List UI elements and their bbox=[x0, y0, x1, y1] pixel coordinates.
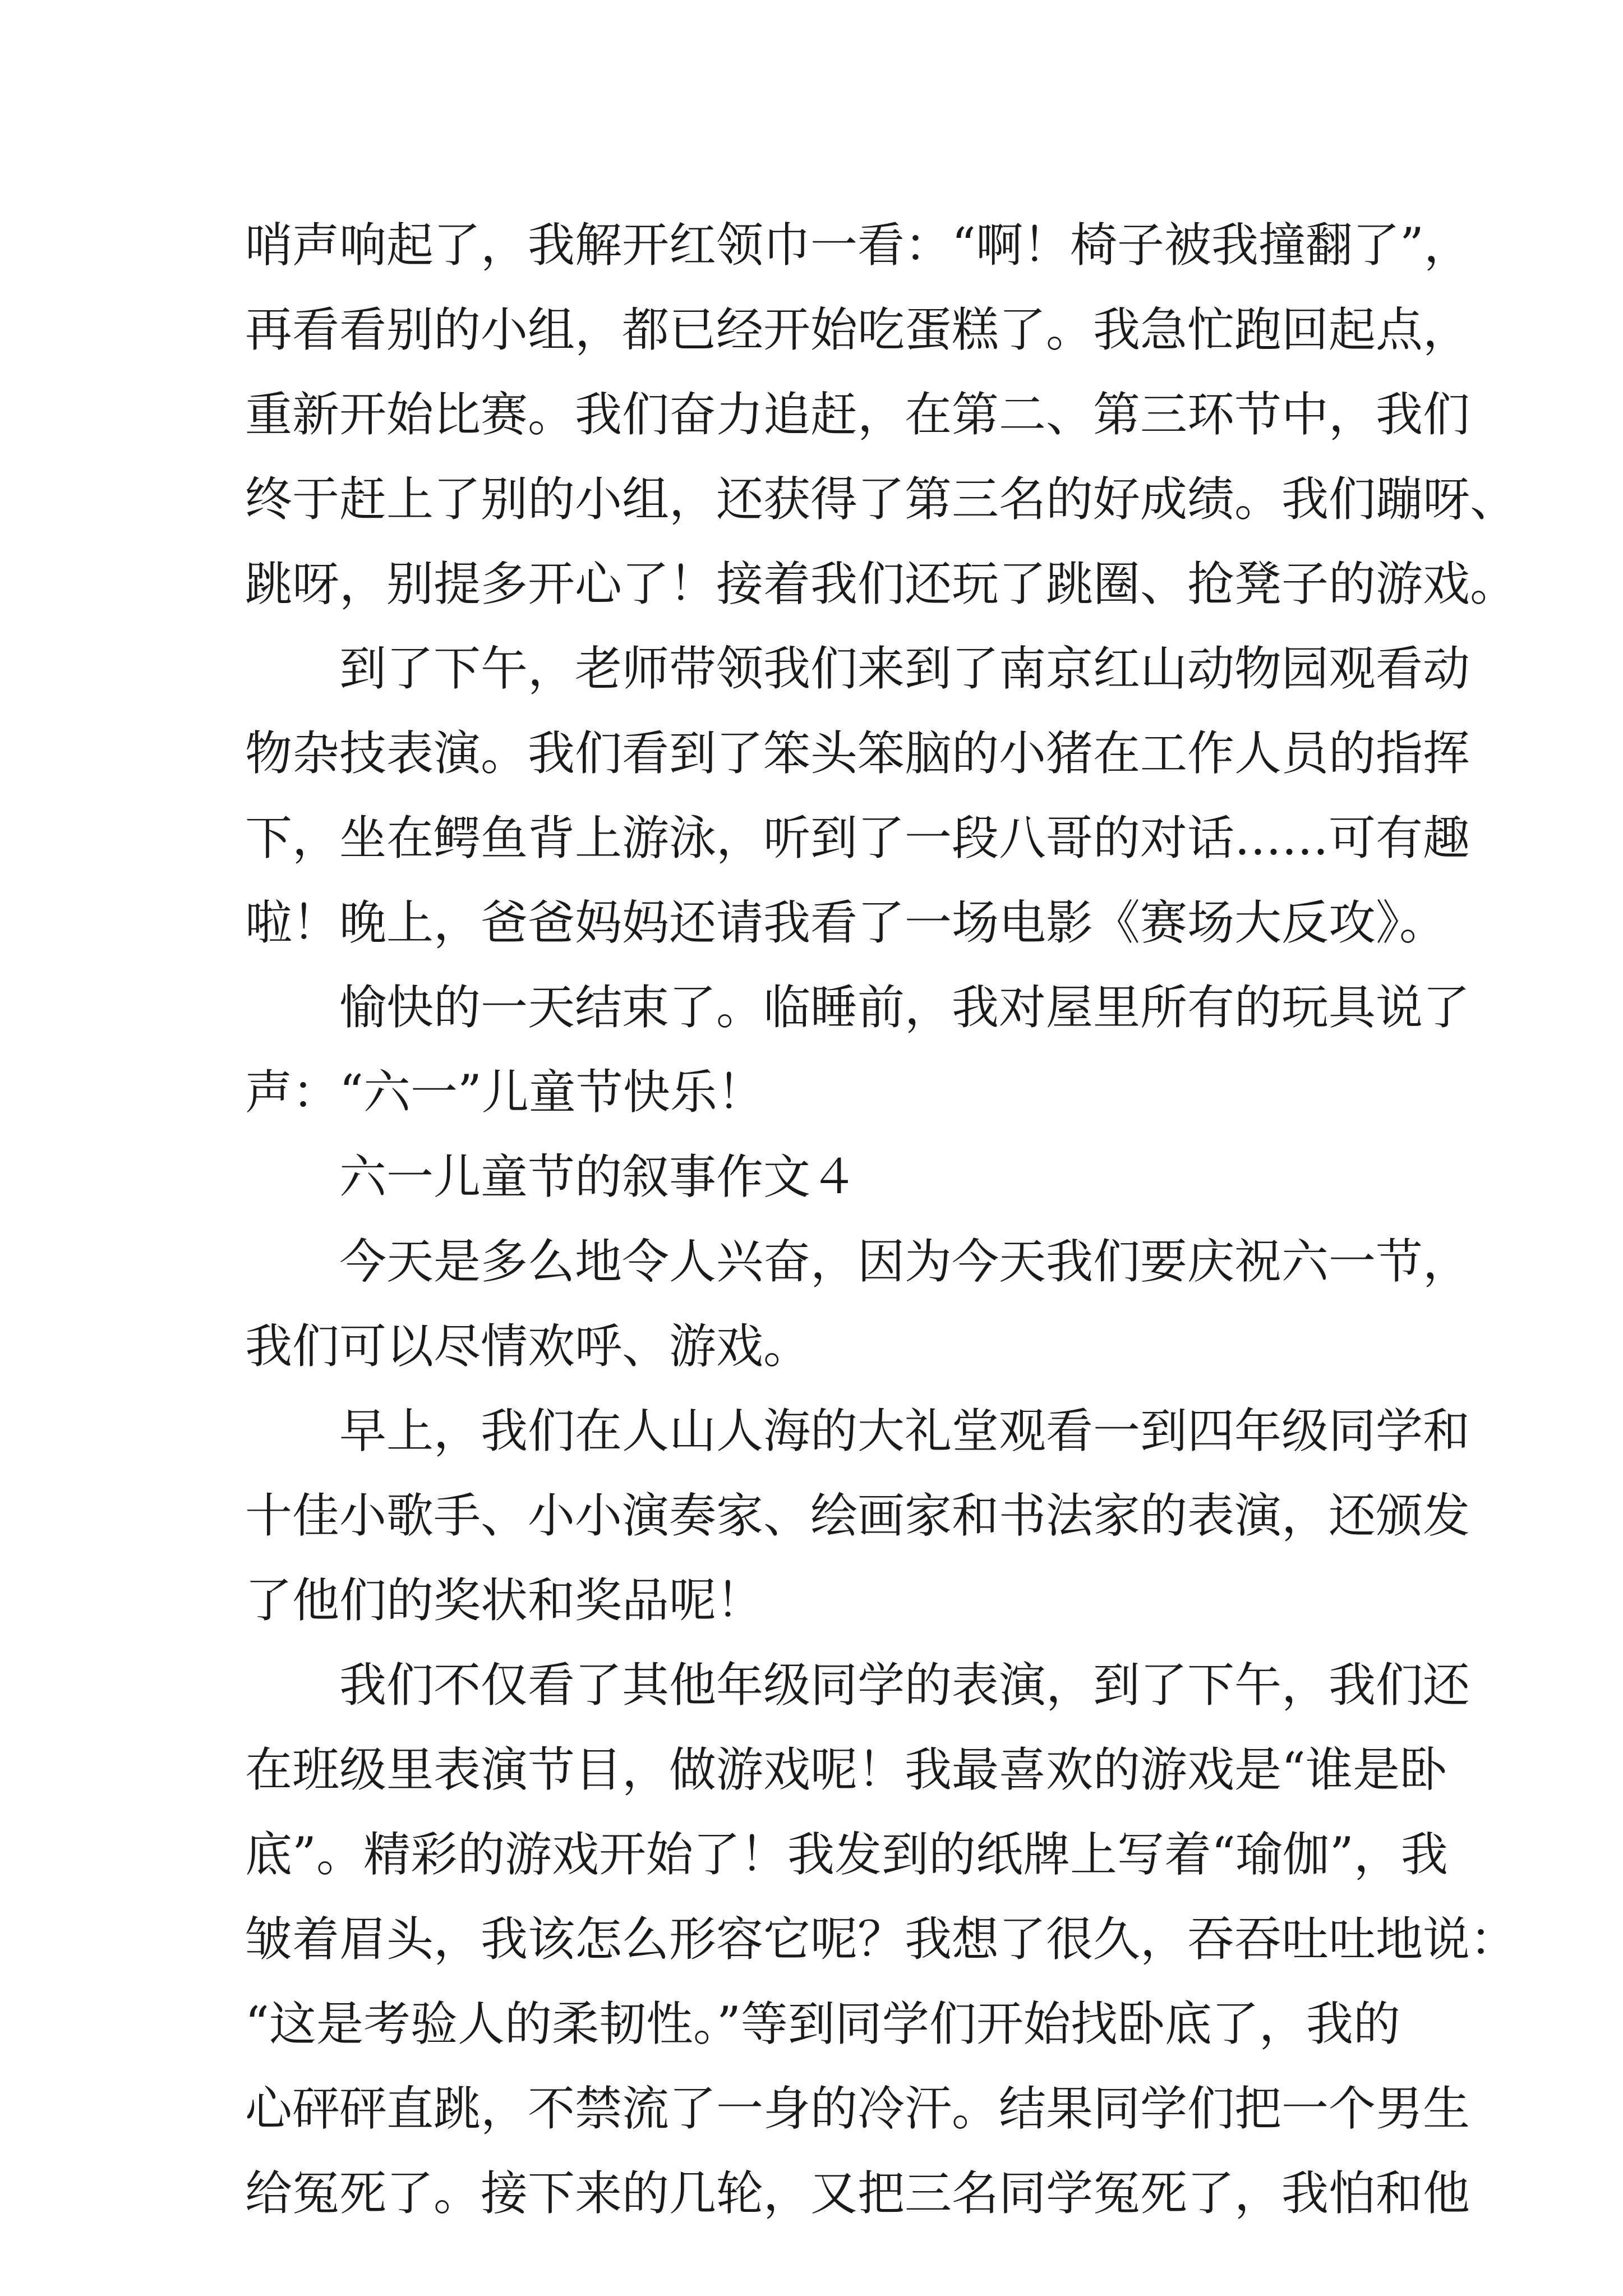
paragraph-line: 了他们的奖状和奖品呢！ bbox=[245, 1573, 764, 1628]
paragraph-line: 物杂技表演。我们看到了笨头笨脑的小猪在工作人员的指挥 bbox=[245, 726, 1470, 781]
paragraph-first-line: 到了下午，老师带领我们来到了南京红山动物园观看动 bbox=[339, 641, 1470, 696]
paragraph-line: 给冤死了。接下来的几轮，又把三名同学冤死了，我怕和他 bbox=[245, 2166, 1470, 2221]
paragraph-line: 重新开始比赛。我们奋力追赶，在第二、第三环节中，我们 bbox=[245, 387, 1470, 442]
paragraph-line: 声：“六一”儿童节快乐！ bbox=[245, 1065, 764, 1120]
paragraph-line: “这是考验人的柔韧性。”等到同学们开始找卧底了，我的 bbox=[245, 1996, 1400, 2051]
paragraph-line: 底”。精彩的游戏开始了！我发到的纸牌上写着“瑜伽”，我 bbox=[245, 1827, 1448, 1882]
paragraph-line: 下，坐在鳄鱼背上游泳，听到了一段八哥的对话……可有趣 bbox=[245, 811, 1470, 866]
paragraph-line: 在班级里表演节目，做游戏呢！我最喜欢的游戏是“谁是卧 bbox=[245, 1742, 1447, 1797]
paragraph-line: 哨声响起了，我解开红领巾一看：“啊！椅子被我撞翻了”， bbox=[245, 218, 1471, 273]
paragraph-line: 再看看别的小组，都已经开始吃蛋糕了。我急忙跑回起点， bbox=[245, 302, 1470, 357]
paragraph-line: 十佳小歌手、小小演奏家、绘画家和书法家的表演，还颁发 bbox=[245, 1488, 1470, 1543]
paragraph-line: 啦！晚上，爸爸妈妈还请我看了一场电影《赛场大反攻》。 bbox=[245, 895, 1447, 950]
paragraph-line: 跳呀，别提多开心了！接着我们还玩了跳圈、抢凳子的游戏。 bbox=[245, 556, 1518, 611]
paragraph-line: 皱着眉头，我该怎么形容它呢？我想了很久，吞吞吐吐地说： bbox=[245, 1912, 1518, 1967]
paragraph-line: 终于赶上了别的小组，还获得了第三名的好成绩。我们蹦呀、 bbox=[245, 472, 1518, 527]
paragraph-first-line: 早上，我们在人山人海的大礼堂观看一到四年级同学和 bbox=[339, 1404, 1470, 1458]
document-body bbox=[245, 203, 1518, 2236]
paragraph-first-line: 今天是多么地令人兴奋，因为今天我们要庆祝六一节， bbox=[339, 1234, 1470, 1289]
section-heading: 六一儿童节的叙事作文４ bbox=[339, 1149, 858, 1204]
paragraph-line: 心砰砰直跳，不禁流了一身的冷汗。结果同学们把一个男生 bbox=[245, 2081, 1470, 2136]
paragraph-first-line: 愉快的一天结束了。临睡前，我对屋里所有的玩具说了 bbox=[339, 980, 1470, 1035]
paragraph-first-line: 我们不仅看了其他年级同学的表演，到了下午，我们还 bbox=[339, 1658, 1470, 1713]
paragraph-line: 我们可以尽情欢呼、游戏。 bbox=[245, 1319, 811, 1374]
